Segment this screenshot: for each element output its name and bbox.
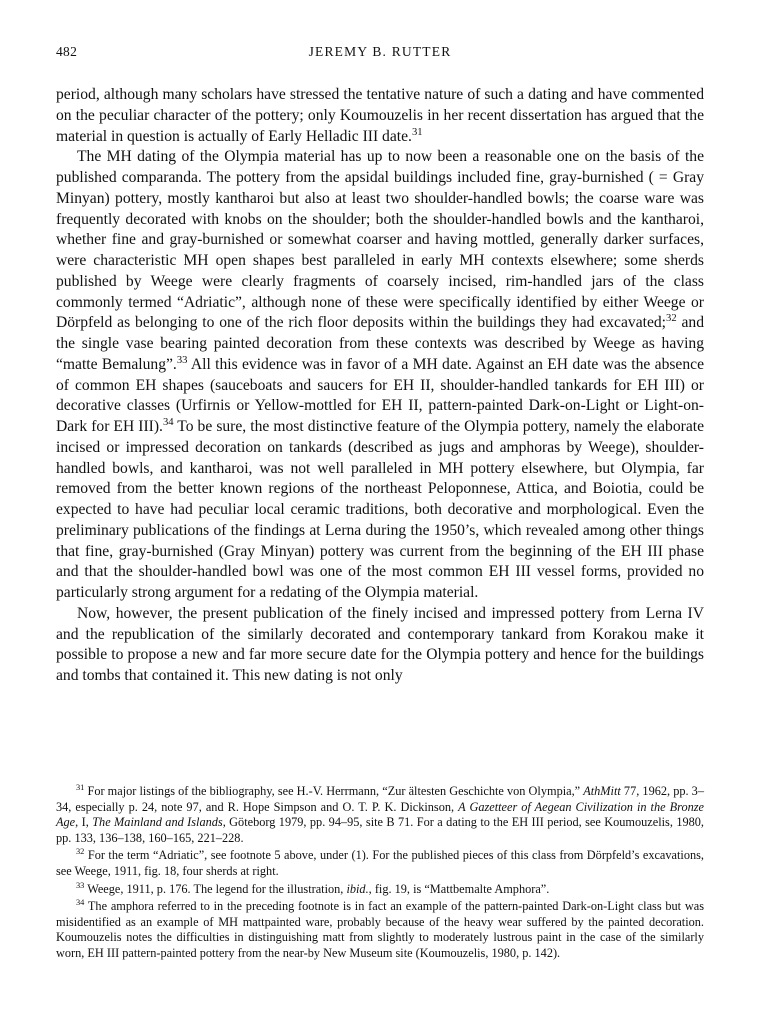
paragraph-2-text-d: To be sure, the most distinctive feature of the Olympia pottery, namely the elaborate incised or impressed decoration on tankards (described as jugs and amphoras by Weege), shoulder-handled bowls, and kantharoi, was not well paralleled in MH pottery elsewhere, but Olympia, far removed from the better known regions of the northeast Peloponnese, Attica, and Boiotia, could be expected to have had peculiar local ceramic traditions, both decorative and morphological. Even the preliminary publications of the findings at Lerna during the 1950’s, which revealed among other things that fine, gray-burnished (Gray Minyan) pottery was current from the beginning of the EH III phase and that the shoulder-handled bowl was one of the most common EH III vessel forms, provided no particularly strong argument for a redating of the Olympia material. <box>56 418 704 601</box>
paragraph-2 <box>56 147 704 604</box>
footnote-number: 33 <box>76 880 85 890</box>
running-head-author: JEREMY B. RUTTER <box>308 44 452 59</box>
footnote-ref-34[interactable]: 34 <box>162 416 174 428</box>
footnote-number: 32 <box>76 847 85 857</box>
paragraph-2-text-a: The MH dating of the Olympia material has up to now been a reasonable one on the basis of the published comparanda. The pottery from the apsidal buildings included fine, gray-burnished ( = Gray Minyan) pottery, mostly kantharoi but also at least two shoulder-handled bowls; the coarse ware was frequently decorated with knobs on the shoulder; both the shoulder-handled bowls and the kantharoi, whether fine and gray-burnished or somewhat coarser and having mottled, generally darker surfaces, were characteristic MH open shapes best paralleled in early MH contexts elsewhere; some sherds published by Weege were clearly fragments of coarsely incised, rim-handled jars of the class commonly termed “Adriatic”, although none of these were specifically identified by either Weege or Dörpfeld as belonging to one of the rich floor deposits within the buildings they had excavated; <box>56 148 704 332</box>
footnote-text: 77, 1962, pp. 3–34, especially p. 24, note 97, and R. Hope Simpson and O. T. P. K. Dickinson, <box>56 784 704 814</box>
footnote-33 <box>56 882 704 898</box>
footnote-text: For the term “Adriatic”, see footnote 5 above, under (1). For the published pieces of this class from Dörpfeld’s excavations, see Weege, 1911, fig. 18, four sherds at right. <box>56 848 704 878</box>
footnotes <box>56 784 704 964</box>
footnote-ref-31[interactable]: 31 <box>411 126 423 138</box>
running-head <box>56 44 704 64</box>
paragraph-3-text: Now, however, the present publication of the finely incised and impressed pottery from Lerna IV and the republication of the similarly decorated and contemporary tankard from Korakou make it possible to propose a new and far more secure date for the Olympia pottery and hence for the buildings and tombs that contained it. This new dating is not only <box>56 604 704 684</box>
footnote-text: The amphora referred to in the preceding footnote is in fact an example of the pattern-painted Dark-on-Light class but was misidentified as an example of MH mattpainted ware, probably because of the heavy wear suffered by the painted decoration. Koumouzelis notes the difficulties in distinguishing matt from slightly to moderately lustrous paint in the case of the similarly worn, EH III pattern-painted pottery from the near-by New Museum site (Koumouzelis, 1980, p. 142). <box>56 899 704 960</box>
paragraph-3 <box>56 604 704 687</box>
footnote-32 <box>56 848 704 879</box>
footnote-text: , Göteborg 1979, pp. 94–95, site B 71. For a dating to the EH III period, see Koumouzelis, 1980, pp. 133, 136–138, 160–165, 221–228. <box>56 815 704 845</box>
journal-title: AthMitt <box>583 784 621 798</box>
body-text <box>56 85 704 687</box>
footnote-text: Weege, 1911, p. 176. The legend for the illustration, <box>84 881 347 896</box>
footnote-text: , fig. 19, is “Mattbemalte Amphora”. <box>368 881 550 896</box>
paragraph-2-text-c: All this evidence was in favor of a MH date. Against an EH date was the absence of common EH shapes (sauceboats and saucers for EH II, shoulder-handled tankards for EH III) or decorative classes (Urfirnis or Yellow-mottled for EH II, pattern-painted Dark-on-Light or Light-on-Dark for EH III). <box>56 355 704 435</box>
footnote-number: 34 <box>76 898 85 908</box>
paragraph-1-text: period, although many scholars have stressed the tentative nature of such a dating and have commented on the peculiar character of the pottery; only Koumouzelis in her recent dissertation has argued that the material in question is actually of Early Helladic III date. <box>56 86 704 145</box>
ibid: ibid. <box>346 881 369 896</box>
book-title: A Gazetteer of Aegean Civilization in the Bronze Age <box>56 799 704 830</box>
page-number: 482 <box>56 44 78 59</box>
volume-title: The Mainland and Islands <box>92 815 223 830</box>
paragraph-1 <box>56 85 704 147</box>
footnote-text: , I, <box>75 815 93 830</box>
footnote-number: 31 <box>76 782 85 792</box>
footnote-text: For major listings of the bibliography, see H.-V. Herrmann, “Zur ältesten Geschichte von Olympia,” <box>84 784 584 798</box>
footnote-ref-32[interactable]: 32 <box>666 313 677 325</box>
footnote-ref-33[interactable]: 33 <box>176 354 188 366</box>
footnote-34 <box>56 899 704 961</box>
footnote-31 <box>56 784 704 846</box>
page <box>56 44 704 960</box>
paragraph-2-text-b: and the single vase bearing painted decoration from these contexts was described by Weege as having “matte Bemalung”. <box>56 314 704 373</box>
